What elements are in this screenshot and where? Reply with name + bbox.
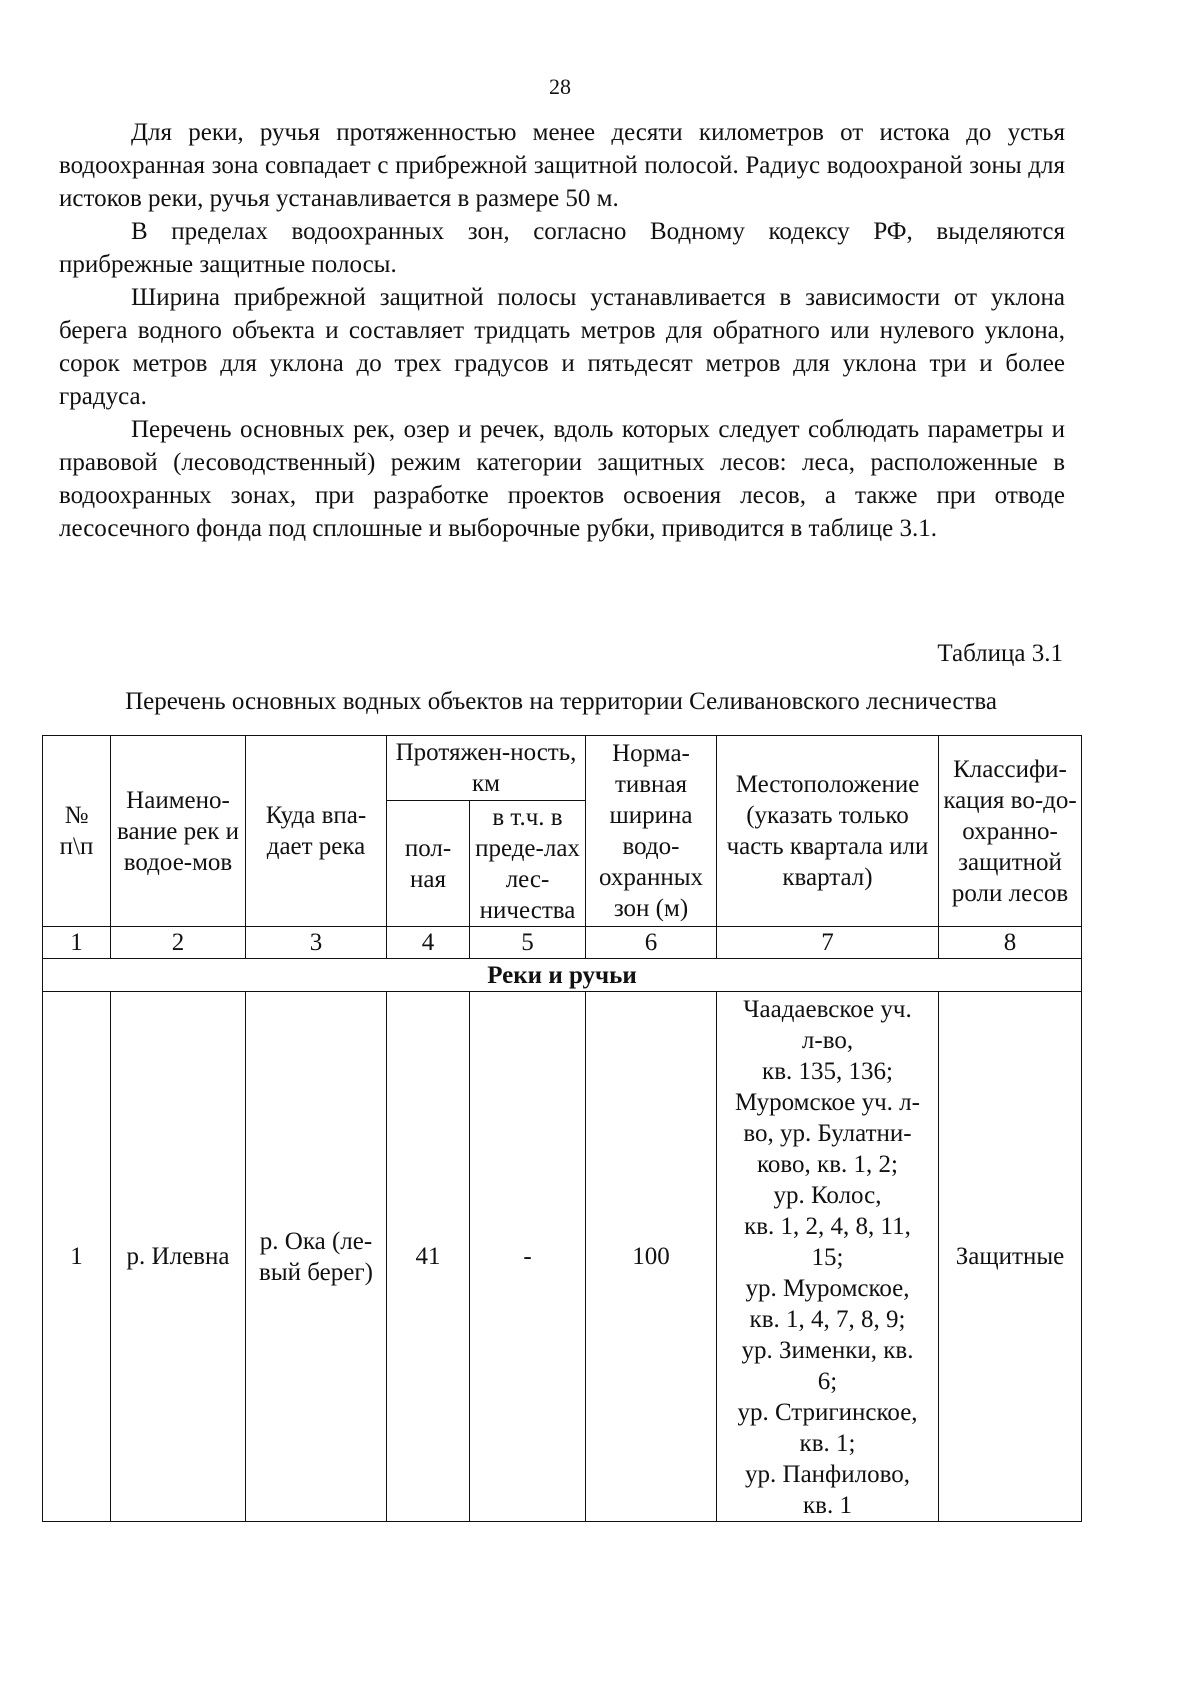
header-row <box>43 736 1082 801</box>
cell-number: 1 <box>43 992 111 1522</box>
location-line: во, ур. Булатни- <box>743 1120 912 1147</box>
paragraph: Для реки, ручья протяженностью менее десяти километров от истока до устья водоохранная зона совпадает с прибрежной защитной полосой. Радиус водоохраной зоны для истоков реки, ручья устанавливается в размере 50 м. <box>59 119 1065 212</box>
header-cell-classification: Классифи-кация во-до-охранно-защитной роли лесов <box>939 736 1082 927</box>
location-line: 6; <box>817 1368 838 1395</box>
location-line: ур. Муромское, <box>745 1275 910 1302</box>
location-line: 15; <box>811 1244 844 1271</box>
table-label: Таблица 3.1 <box>937 640 1063 667</box>
column-number: 5 <box>470 927 586 959</box>
header-cell-number: № п\п <box>43 736 111 927</box>
location-line: ур. Зименки, кв. <box>741 1337 914 1364</box>
location-line: кв. 1, 4, 7, 8, 9; <box>749 1306 906 1333</box>
location-line: Чаадаевское уч. <box>743 996 912 1023</box>
location-line: Муромское уч. л- <box>735 1089 920 1116</box>
table-row <box>43 992 1082 1522</box>
paragraph: Перечень основных рек, озер и речек, вдоль которых следует соблюдать параметры и правовой (лесоводственный) режим категории защитных лесов: леса, расположенные в водоохранных зонах, при разработке проектов освоения лесов, а также при отводе лесосечного фонда под сплошные и выборочные рубки, приводится в таблице 3.1. <box>59 416 1065 542</box>
cell-flows-into: р. Ока (ле-вый берег) <box>246 992 387 1522</box>
column-number: 2 <box>111 927 246 959</box>
location-line: ур. Стригинское, <box>737 1399 918 1426</box>
location-line: кв. 135, 136; <box>762 1058 893 1085</box>
column-number: 1 <box>43 927 111 959</box>
water-objects-table <box>42 735 1082 1522</box>
header-cell-flows-into: Куда впа-дает река <box>246 736 387 927</box>
location-line: кв. 1 <box>803 1492 852 1519</box>
section-row <box>43 959 1082 992</box>
page-number: 28 <box>549 74 571 99</box>
cell-length-forestry: - <box>470 992 586 1522</box>
table-caption: Перечень основных водных объектов на территории Селивановского лесничества <box>125 688 997 715</box>
body-text <box>59 116 1065 545</box>
cell-length-total: 41 <box>387 992 470 1522</box>
column-number: 4 <box>387 927 470 959</box>
header-cell-length-forestry: в т.ч. в преде-лах лес-ничества <box>470 801 586 927</box>
header-cell-location: Местоположение (указать только часть квартала или квартал) <box>717 736 939 927</box>
location-line: кв. 1; <box>799 1430 856 1457</box>
paragraph: В пределах водоохранных зон, согласно Водному кодексу РФ, выделяются прибрежные защитные полосы. <box>59 218 1065 278</box>
paragraph: Ширина прибрежной защитной полосы устанавливается в зависимости от уклона берега водного объекта и составляет тридцать метров для обратного или нулевого уклона, сорок метров для уклона до трех градусов и пятьдесят метров для уклона три и более градуса. <box>59 284 1065 410</box>
location-line: ур. Панфилово, <box>745 1461 910 1488</box>
location-line: ур. Колос, <box>773 1182 882 1209</box>
section-title: Реки и ручьи <box>43 959 1082 992</box>
column-number: 6 <box>586 927 717 959</box>
cell-location <box>717 992 939 1522</box>
header-cell-name: Наимено-вание рек и водое-мов <box>111 736 246 927</box>
column-number: 3 <box>246 927 387 959</box>
header-cell-width: Норма-тивная ширина водо-охранных зон (м) <box>586 736 717 927</box>
location-line: кв. 1, 2, 4, 8, 11, <box>744 1213 911 1240</box>
cell-name: р. Илевна <box>111 992 246 1522</box>
cell-width: 100 <box>586 992 717 1522</box>
column-numbers-row <box>43 927 1082 959</box>
column-number: 7 <box>717 927 939 959</box>
column-number: 8 <box>939 927 1082 959</box>
header-cell-length: Протяжен-ность, км <box>387 736 586 801</box>
location-line: л-во, <box>801 1027 854 1054</box>
location-line: ково, кв. 1, 2; <box>757 1151 898 1178</box>
cell-classification: Защитные <box>939 992 1082 1522</box>
header-cell-length-total: пол-ная <box>387 801 470 927</box>
